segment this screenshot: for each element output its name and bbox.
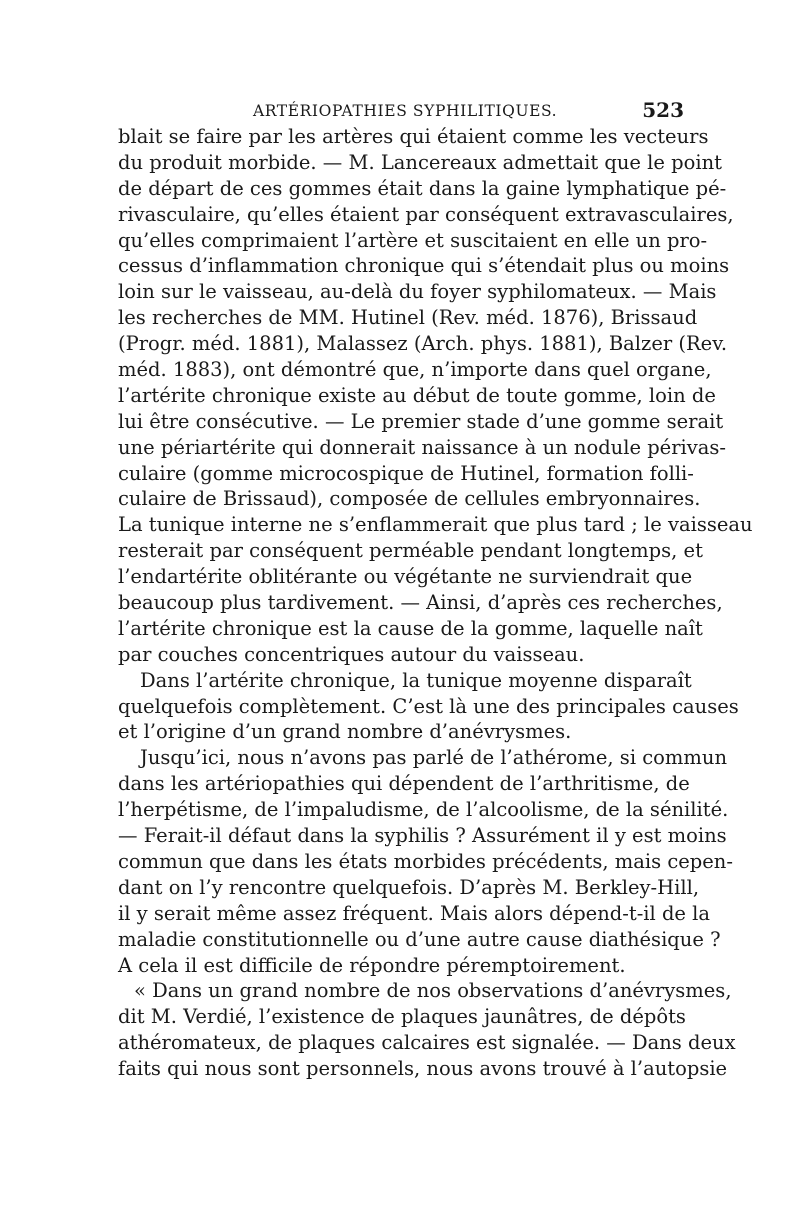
text-line: « Dans un grand nombre de nos observations d’anévrysmes, [134,979,732,1003]
text-line: — Ferait-il défaut dans la syphilis ? Assurément il y est moins [118,824,727,848]
text-line: dans les artériopathies qui dépendent de l’arthritisme, de [118,772,690,796]
text-line: l’herpétisme, de l’impaludisme, de l’alcoolisme, de la sénilité. [118,798,729,822]
page-number: 523 [642,98,684,122]
text-line: il y serait même assez fréquent. Mais alors dépend-t-il de la [118,901,711,925]
text-line: loin sur le vaisseau, au-delà du foyer syphilomateux. — Mais [118,280,717,304]
body-text [118,124,753,1082]
text-line: méd. 1883), ont démontré que, n’importe dans quel organe, [118,358,712,382]
text-line: maladie constitutionnelle ou d’une autre cause diathésique ? [118,927,721,951]
text-line: dit M. Verdié, l’existence de plaques jaunâtres, de dépôts [118,1005,686,1029]
text-line: rivasculaire, qu’elles étaient par conséquent extravasculaires, [118,202,734,226]
text-line: cessus d’inflammation chronique qui s’étendait plus ou moins [118,254,730,278]
text-line: culaire de Brissaud), composée de cellules embryonnaires. [118,487,701,511]
text-line: l’artérite chronique est la cause de la gomme, laquelle naît [118,616,703,640]
text-line: La tunique interne ne s’enflammerait que plus tard ; le vaisseau [118,513,753,537]
text-line: dant on l’y rencontre quelquefois. D’après M. Berkley-Hill, [118,875,700,899]
text-line: les recherches de MM. Hutinel (Rev. méd. 1876), Brissaud [118,306,698,330]
text-line: quelquefois complètement. C’est là une des principales causes [118,694,739,718]
text-line: du produit morbide. — M. Lancereaux admettait que le point [118,150,723,174]
text-line: commun que dans les états morbides précédents, mais cepen- [118,849,733,873]
text-line: lui être consécutive. — Le premier stade d’une gomme serait [118,409,724,433]
running-title: ARTÉRIOPATHIES SYPHILITIQUES. [253,102,558,120]
text-line: Jusqu’ici, nous n’avons pas parlé de l’athérome, si commun [140,746,728,770]
text-line: une périartérite qui donnerait naissance à un nodule périvas- [118,435,727,459]
text-line: (Progr. méd. 1881), Malassez (Arch. phys. 1881), Balzer (Rev. [118,332,728,356]
text-line: blait se faire par les artères qui étaient comme les vecteurs [118,125,709,148]
text-line: l’artérite chronique existe au début de toute gomme, loin de [118,383,716,407]
text-line: resterait par conséquent perméable pendant longtemps, et [118,539,703,563]
text-line: de départ de ces gommes était dans la gaine lymphatique pé- [118,176,727,200]
text-line: Dans l’artérite chronique, la tunique moyenne disparaît [140,668,692,692]
text-line: l’endartérite oblitérante ou végétante ne surviendrait que [118,565,693,589]
text-line: faits qui nous sont personnels, nous avons trouvé à l’autopsie [118,1057,728,1081]
text-line: A cela il est difficile de répondre péremptoirement. [118,953,626,977]
text-line: culaire (gomme microcospique de Hutinel, formation folli- [118,461,694,485]
text-line: athéromateux, de plaques calcaires est signalée. — Dans deux [118,1031,736,1055]
text-line: par couches concentriques autour du vaisseau. [118,642,585,666]
text-line: beaucoup plus tardivement. — Ainsi, d’après ces recherches, [118,591,723,615]
text-line: qu’elles comprimaient l’artère et suscitaient en elle un pro- [118,228,708,252]
text-line: et l’origine d’un grand nombre d’anévrysmes. [118,720,572,744]
